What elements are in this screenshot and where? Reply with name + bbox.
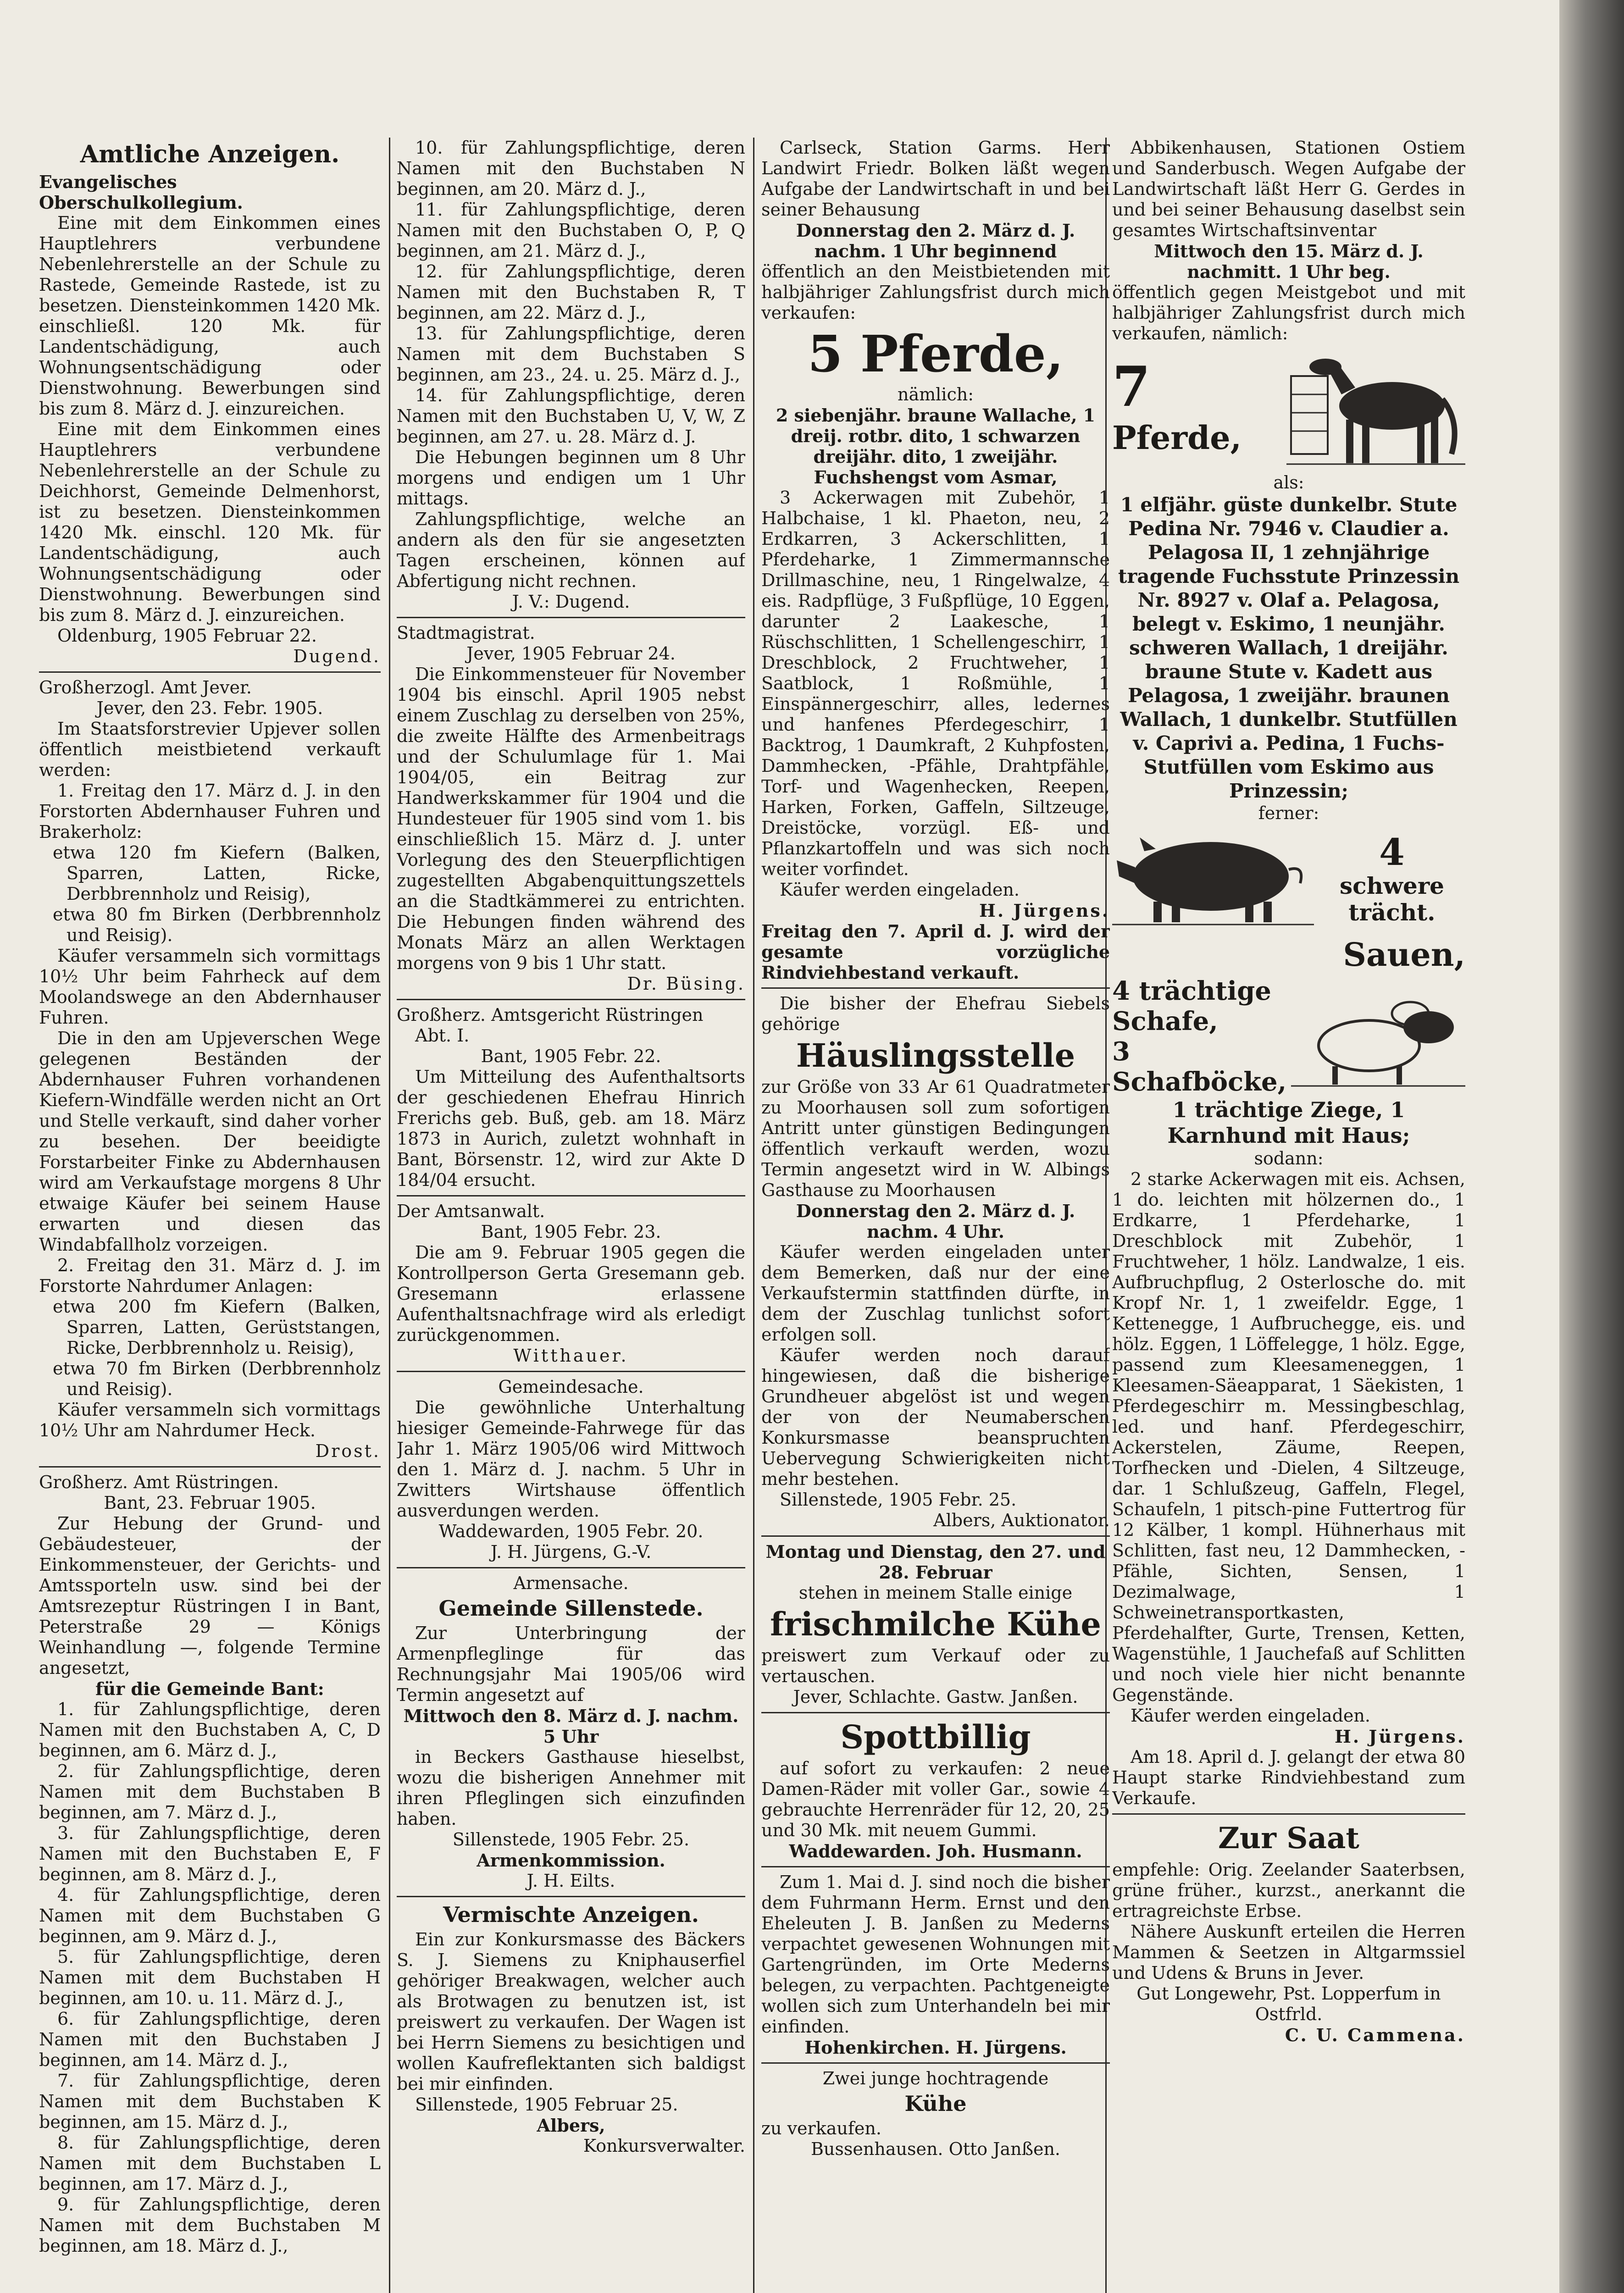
notice-date: Jever, 1905 Februar 24. — [466, 643, 676, 664]
notice-text: Die in den am Upjeverschen Wege gelegenen Beständen der Abdernhauser Fuhren vorhandenen Kiefern-Windfälle werden nicht an Ort und Stelle verkauft, sind daher vorher zu besehen. Der beeidigte Forstarbeiter Finke zu Abdernhausen wird am Verkaufstage morgens 8 Uhr etwaige Käufer bei seinem Hause erwarten und diesen das Windabfallholz vorzeigen. — [39, 1028, 381, 1255]
ad-text: Gut Longewehr, Pst. Lopperfum in Ostfrld. — [1136, 1983, 1441, 2024]
ad-signature: Hohenkirchen. H. Jürgens. — [804, 2037, 1067, 2058]
ad-text: zu verkaufen. — [761, 2118, 881, 2138]
divider — [397, 1371, 745, 1372]
ad-headline: Häuslingsstelle — [796, 1036, 1075, 1074]
notice-title: Der Amtsanwalt. — [397, 1201, 545, 1221]
notice-signature: J. V.: Dugend. — [512, 592, 630, 612]
ad-signature: Jever, Schlachte. Gastw. Janßen. — [793, 1687, 1078, 1707]
ad-text: Abbikenhausen, Stationen Ostiem und Sanderbusch. Wegen Aufgabe der Landwirtschaft läßt Herr G. Gerdes in und bei seiner Behausung daselbst sein gesamtes Wirtschaftsinventar — [1112, 138, 1465, 240]
notice-subheading: Abt. I. — [415, 1025, 470, 1046]
ad-signature: Waddewarden. Joh. Husmann. — [789, 1841, 1082, 1861]
list-item: 1. für Zahlungspflichtige, deren Namen mit den Buchstaben A, C, D beginnen, am 6. März d. J., — [39, 1699, 381, 1761]
divider — [761, 2062, 1110, 2064]
notice-text: Die am 9. Februar 1905 gegen die Kontrollperson Gerta Gresemann geb. Gresemann erlassene Aufenthaltsnachfrage wird als erledigt zurückgenommen. — [397, 1242, 745, 1345]
ad-text: stehen in meinem Stalle einige — [798, 1583, 1073, 1603]
notice-text: Ein zur Konkursmasse des Bäckers S. J. Siemens zu Kniphauserfiel gehöriger Breakwagen, welcher auch als Brotwagen zu benutzen ist, ist preiswert zu verkaufen. Der Wagen ist bei Herrn Siemens zu besichtigen und wollen Kaufreflektanten sich baldigst bei mir einfinden. — [397, 1929, 745, 2094]
sow-count: 4 — [1379, 831, 1405, 874]
ad-text: Am 18. April d. J. gelangt der etwa 80 Haupt starke Rindviehbestand zum Verkaufe. — [1112, 1747, 1465, 1808]
ad-date: Sillenstede, 1905 Febr. 25. — [780, 1490, 1017, 1510]
ad-when: Montag und Dienstag, den 27. und 28. Februar — [765, 1541, 1106, 1583]
notice-text: etwa 70 fm Birken (Derbbrennholz und Reisig). — [53, 1358, 381, 1399]
list-item: 5. für Zahlungspflichtige, deren Namen mit dem Buchstaben H beginnen, am 10. u. 11. März d. J., — [39, 1947, 381, 2008]
ad-text: schwere trächt. — [1340, 872, 1444, 926]
notice-text: Die gewöhnliche Unterhaltung hiesiger Gemeinde-Fahrwege für das Jahr 1. März 1905/06 wird Mittwoch den 1. März d. J. nachm. 5 Uhr in Zwitters Wirtshause öffentlich ausverdungen werden. — [397, 1397, 745, 1521]
ad-headline: Kühe — [904, 2091, 967, 2116]
column-2 — [397, 138, 745, 2293]
notice-text: etwa 80 fm Birken (Derbbrennholz und Reisig). — [53, 904, 381, 945]
ad-text: Käufer werden eingeladen unter dem Bemerken, daß nur der eine Verkaufstermin stattfinden dürfte, in dem der Zuschlag tunlichst sofort erfolgen soll. — [761, 1242, 1110, 1345]
notice-text: Zahlungspflichtige, welche an andern als den für sie angesetzten Tagen erscheinen, können auf Abfertigung nicht rechnen. — [397, 509, 745, 591]
ad-text: nämlich: — [897, 384, 974, 404]
notice-signature: Dr. Büsing. — [627, 974, 745, 994]
notice-text: etwa 120 fm Kiefern (Balken, Sparren, Latten, Ricke, Derbbrennholz und Reisig), — [53, 842, 381, 904]
notice-text: Käufer versammeln sich vormittags 10½ Uhr beim Fahrheck auf dem Moolandswege an den Abdernhauser Fuhren. — [39, 946, 381, 1028]
ad-when: Donnerstag den 2. März d. J. nachm. 1 Uhr beginnend — [796, 220, 1075, 261]
list-item: 13. für Zahlungspflichtige, deren Namen mit dem Buchstaben S beginnen, am 23., 24. u. 25. März d. J., — [397, 323, 745, 385]
ad-signature: C. U. Cammena. — [1285, 2025, 1465, 2045]
list-item: 14. für Zahlungspflichtige, deren Namen mit den Buchstaben U, V, W, Z beginnen, am 27. u. 28. März d. J. — [397, 385, 745, 447]
ad-text: preiswert zum Verkauf oder zu vertauschen. — [761, 1645, 1110, 1686]
horse-ad-row — [1112, 344, 1465, 472]
list-item: 4. für Zahlungspflichtige, deren Namen mit dem Buchstaben G beginnen, am 9. März d. J., — [39, 1885, 381, 1946]
divider — [761, 1535, 1110, 1537]
list-item: 11. für Zahlungspflichtige, deren Namen mit den Buchstaben O, P, Q beginnen, am 21. März d. J., — [397, 199, 745, 261]
notice-date: Bant, 23. Februar 1905. — [104, 1493, 316, 1513]
notice-signature: Dugend. — [293, 646, 381, 666]
notice-signature: J. H. Jürgens, G.-V. — [490, 1542, 652, 1562]
ad-when: Mittwoch den 15. März d. J. nachmitt. 1 Uhr beg. — [1154, 241, 1424, 282]
ad-when: Donnerstag den 2. März d. J. nachm. 4 Uhr. — [796, 1201, 1075, 1242]
notice-when: Mittwoch den 8. März d. J. nachm. 5 Uhr — [403, 1706, 739, 1747]
ad-text: zur Größe von 33 Ar 61 Quadratmeter zu Moorhausen soll zum sofortigen Antritt unter günstigen Bedingungen öffentlich verkauft werden, wozu Termin angesetzt wird in W. Albings Gasthause zu Moorhausen — [761, 1077, 1110, 1200]
ad-signature: H. Jürgens. — [979, 900, 1110, 921]
column-rule — [753, 138, 754, 2293]
divider — [397, 1195, 745, 1196]
ad-text: 2 starke Ackerwagen mit eis. Achsen, 1 do. leichten mit hölzernen do., 1 Erdkarre, 1 Pferdeharke, 1 Dreschblock mit Zubehör, 1 Fruchtweher, 1 hölz. Landwalze, 1 eis. Aufbruchpflug, 2 Osterlosche do. mit Kropf Nr. 1, 1 zweifeldr. Egge, 1 Kettenegge, 1 Aufbruchegge, eis. und hölz. Eggen, 1 Löffelegge, 1 hölz. Egge, passend zum Kleesameneggen, 1 Kleesamen-Säeapparat, 1 Säekisten, 1 Pferdegeschirr m. Messingbeschlag, led. und hanf. Pferdegeschirr, Ackerstelen, Zäume, Reepen, Torfhecken und -Dielen, 4 Siltzeuge, dar. 1 Schlußzeug, Gaffeln, Flegel, Schaufeln, 1 pitsch-pine Futtertrog für 12 Kälber, 1 kompl. Hühnerhaus mit Schlitten, fast neu, 12 Dammhecken, -Pfähle, Sichten, Sensen, 1 Dezimalwage, 1 Schweinetransportkasten, Pferdehalfter, Gurte, Trensen, Ketten, Wagenstühle, 1 Jauchefaß auf Schlitten und noch viele hier nicht benannte Gegenstände. — [1112, 1169, 1465, 1705]
divider — [397, 999, 745, 1000]
ad-text: Zwei junge hochtragende — [822, 2068, 1049, 2088]
divider — [397, 1896, 745, 1897]
ad-text: ferner: — [1258, 803, 1319, 823]
notice-date: Sillenstede, 1905 Februar 25. — [415, 2094, 678, 2115]
notice-text: etwa 200 fm Kiefern (Balken, Sparren, Latten, Gerüststangen, Ricke, Derbbrennholz u. Reisig), — [53, 1296, 381, 1358]
list-item: 3. für Zahlungspflichtige, deren Namen mit den Buchstaben E, F beginnen, am 8. März d. J., — [39, 1823, 381, 1884]
ad-text: Carlseck, Station Garms. Herr Landwirt Friedr. Bolken läßt wegen Aufgabe der Landwirtschaft in und bei seiner Behausung — [761, 138, 1110, 220]
notice-text: Um Mitteilung des Aufenthaltsorts der geschiedenen Ehefrau Hinrich Frerichs geb. Buß, geb. am 18. März 1873 in Aurich, zuletzt wohnhaft in Bant, Börsenstr. 12, wird zur Akte D 184/04 ersucht. — [397, 1067, 745, 1190]
ad-text: Käufer werden eingeladen. — [1131, 1706, 1370, 1726]
notice-date: Bant, 1905 Febr. 22. — [481, 1046, 661, 1066]
notice-text: Zur Hebung der Grund- und Gebäudesteuer, der Einkommensteuer, der Gerichts- und Amtssporteln usw. sind bei der Amtsrezeptur Rüstringen I in Bant, Peterstraße 29 — Königs Weinhandlung —, folgende Termine angesetzt, — [39, 1513, 381, 1678]
ad-text: 3 Schafböcke, — [1112, 1036, 1287, 1097]
notice-title: Großherz. Amtsgericht Rüstringen — [397, 1005, 704, 1025]
ad-text: sodann: — [1254, 1148, 1324, 1169]
ad-highlight: Freitag den 7. April d. J. wird der gesamte vorzügliche Rindviehbestand verkauft. — [761, 921, 1110, 983]
column-4 — [1112, 138, 1465, 2293]
payment-schedule-list — [397, 138, 745, 447]
horse-illustration-icon — [1286, 344, 1465, 472]
notice-text: Eine mit dem Einkommen eines Hauptlehrers verbundene Nebenlehrerstelle an der Schule zu Rastede, Gemeinde Rastede, ist zu besetzen. Diensteinkommen 1420 Mk. einschließl. 120 Mk. für Landentschädigung, auch Wohnungsentschädigung oder Dienstwohnung. Bewerbungen sind bis zum 8. März d. J. einzureichen. — [39, 213, 381, 419]
section-heading-amtliche: Amtliche Anzeigen. — [80, 140, 340, 168]
divider — [761, 1712, 1110, 1713]
list-item: 9. für Zahlungspflichtige, deren Namen mit dem Buchstaben M beginnen, am 18. März d. J., — [39, 2194, 381, 2256]
notice-text: in Beckers Gasthause hieselbst, wozu die bisherigen Annehmer mit ihren Pfleglingen sich einzufinden haben. — [397, 1747, 745, 1829]
ad-text: öffentlich gegen Meistgebot und mit halbjähriger Zahlungsfrist durch mich verkaufen, nämlich: — [1112, 282, 1465, 343]
divider — [761, 987, 1110, 989]
notice-text: Im Staatsforstrevier Upjever sollen öffentlich meistbietend verkauft werden: — [39, 719, 381, 780]
notice-date: Bant, 1905 Febr. 23. — [481, 1222, 661, 1242]
notice-title: Armensache. — [513, 1573, 629, 1593]
notice-title: Großherz. Amt Rüstringen. — [39, 1472, 279, 1492]
ad-text: empfehle: Orig. Zeelander Saaterbsen, grüne früher., kurzst., anerkannt die ertragreichste Erbse. — [1112, 1860, 1465, 1921]
divider — [397, 1567, 745, 1568]
ad-highlight: 1 elfjähr. güste dunkelbr. Stute Pedina Nr. 7946 v. Claudier a. Pelagosa II, 1 zehnjährige tragende Fuchsstute Prinzessin Nr. 8927 v. Olaf a. Pelagosa, belegt v. Eskimo, 1 neunjähr. schweren Wallach, 1 dreijähr. braune Stute v. Kadett aus Pelagosa, 1 zweijähr. braunen Wallach, 1 dunkelbr. Stutfüllen v. Caprivi a. Pedina, 1 Fuchs-Stutfüllen vom Eskimo aus Prinzessin; — [1118, 493, 1460, 802]
ad-headline-pferde: Pferde, — [1112, 419, 1242, 457]
notice-title: Evangelisches Oberschulkollegium. — [39, 172, 243, 213]
list-item: 10. für Zahlungspflichtige, deren Namen mit den Buchstaben N beginnen, am 20. März d. J., — [397, 138, 745, 199]
notice-text: Eine mit dem Einkommen eines Hauptlehrers verbundene Nebenlehrerstelle an der Schule zu Deichhorst, Gemeinde Delmenhorst, ist zu besetzen. Diensteinkommen 1420 Mk. einschl. 120 Mk. für Landentschädigung, auch Wohnungsentschädigung oder Dienstwohnung. Bewerbungen sind bis zum 8. März d. J. einzureichen. — [39, 419, 381, 625]
notice-title: Großherzogl. Amt Jever. — [39, 677, 252, 698]
ad-headline: frischmilche Kühe — [770, 1605, 1101, 1643]
ad-headline-pferde: 5 Pferde, — [807, 324, 1064, 383]
ad-headline: Gemeinde Sillenstede. — [438, 1596, 704, 1621]
list-item: 12. für Zahlungspflichtige, deren Namen mit den Buchstaben R, T beginnen, am 22. März d. J., — [397, 261, 745, 323]
ad-text: als: — [1273, 472, 1304, 493]
section-heading-vermischte: Vermischte Anzeigen. — [443, 1902, 699, 1927]
ad-highlight: 1 trächtige Ziege, 1 Karnhund mit Haus; — [1167, 1097, 1410, 1148]
ad-text: Nähere Auskunft erteilen die Herren Mammen & Seetzen in Altgarmssiel und Udens & Bruns in Jever. — [1112, 1922, 1465, 1983]
divider — [1112, 1813, 1465, 1815]
notice-signature: J. H. Eilts. — [527, 1871, 615, 1891]
notice-text: 2. Freitag den 31. März d. J. im Forstorte Nahrdumer Anlagen: — [39, 1255, 381, 1296]
ad-text: öffentlich an den Meistbietenden mit halbjähriger Zahlungsfrist durch mich verkaufen: — [761, 261, 1110, 323]
horse-count: 7 — [1112, 354, 1151, 419]
list-item: 2. für Zahlungspflichtige, deren Namen mit dem Buchstaben B beginnen, am 7. März d. J., — [39, 1761, 381, 1822]
notice-text: Käufer versammeln sich vormittags 10½ Uhr am Nahrdumer Heck. — [39, 1400, 381, 1440]
ad-signature: Albers, Auktionator. — [933, 1510, 1110, 1530]
divider — [761, 1866, 1110, 1867]
notice-signature: Konkursverwalter. — [583, 2136, 745, 2156]
notice-text: 1. Freitag den 17. März d. J. in den Forstorten Abdernhauser Fuhren und Brakerholz: — [39, 781, 381, 842]
sheep-ad-row — [1112, 976, 1465, 1097]
pig-ad-row — [1112, 824, 1465, 934]
ad-text: Käufer werden noch darauf hingewiesen, daß die bisherige Grundheuer abgelöst ist und wegen der von der Neumaberschen Konkursmasse beanspruchten Uebervegung Schwierigkeiten nicht mehr bestehen. — [761, 1345, 1110, 1489]
notice-org: Armenkommission. — [477, 1850, 665, 1871]
notice-date: Sillenstede, 1905 Febr. 25. — [452, 1829, 690, 1850]
page-binding-shadow — [1559, 0, 1624, 2293]
notice-text: Die Hebungen beginnen um 8 Uhr morgens und endigen um 1 Uhr mittags. — [397, 447, 745, 509]
ad-signature: H. Jürgens. — [1335, 1726, 1465, 1747]
sheep-illustration-icon — [1291, 981, 1465, 1091]
notice-title: Gemeindesache. — [498, 1377, 644, 1397]
ad-text: 4 trächtige Schafe, — [1112, 976, 1271, 1036]
notice-signature: Drost. — [315, 1441, 381, 1461]
divider — [39, 671, 381, 673]
ad-text: Die bisher der Ehefrau Siebels gehörige — [761, 993, 1110, 1034]
notice-date: Waddewarden, 1905 Febr. 20. — [438, 1521, 704, 1541]
notice-text: Zur Unterbringung der Armenpfleglinge für das Rechnungsjahr Mai 1905/06 wird Termin angesetzt auf — [397, 1623, 745, 1705]
ad-text: Zum 1. Mai d. J. sind noch die bisher dem Fuhrmann Herm. Ernst und den Eheleuten J. B. Janßen zu Mederns verpachtet gewesenen Wohnungen mit Gartengründen, im Orte Mederns belegen, zu verpachten. Pachtgeneigte wollen sich zum Unterhandeln bei mir einfinden. — [761, 1872, 1110, 2037]
list-item: 8. für Zahlungspflichtige, deren Namen mit dem Buchstaben L beginnen, am 17. März d. J., — [39, 2132, 381, 2194]
divider — [397, 617, 745, 618]
notice-date: Jever, den 23. Febr. 1905. — [96, 698, 323, 718]
pig-illustration-icon — [1112, 824, 1314, 934]
list-item: 6. für Zahlungspflichtige, deren Namen mit den Buchstaben J beginnen, am 14. März d. J., — [39, 2009, 381, 2070]
column-3 — [761, 138, 1110, 2293]
ad-text: auf sofort zu verkaufen: 2 neue Damen-Räder mit voller Gar., sowie 4 gebrauchte Herrenräder für 12, 20, 25 und 30 Mk. mit neuem Gummi. — [761, 1758, 1110, 1840]
ad-headline: Spottbillig — [840, 1718, 1031, 1756]
ad-headline-sauen: Sauen, — [1343, 936, 1465, 974]
list-item: 7. für Zahlungspflichtige, deren Namen mit dem Buchstaben K beginnen, am 15. März d. J., — [39, 2071, 381, 2132]
notice-text: Die Einkommensteuer für November 1904 bis einschl. April 1905 nebst einem Zuschlag zu derselben von 25%, die zweite Hälfte des Armenbeitrags und der Schulumlage für 1. Mai 1904/05, ein Beitrag zur Handwerkskammer für 1904 und die Hundesteuer für 1905 sind vom 1. bis einschließlich 15. März d. J. unter Vorlegung des den Steuerpflichtigen zugestellten Abgabenquittungszettels an die Stadtkämmerei zu entrichten. Die Hebungen finden während des Monats März an allen Werktagen morgens von 9 bis 1 Uhr statt. — [397, 664, 745, 973]
ad-headline: Zur Saat — [1218, 1821, 1359, 1855]
ad-text: Käufer werden eingeladen. — [780, 880, 1020, 900]
notice-signature: Albers, — [537, 2115, 605, 2136]
payment-schedule-list — [39, 1699, 381, 2256]
column-rule — [389, 138, 390, 2293]
column-1 — [39, 138, 381, 2293]
notice-signature: Witthauer. — [513, 1346, 629, 1366]
notice-subheading: für die Gemeinde Bant: — [95, 1678, 324, 1699]
divider — [39, 1466, 381, 1468]
ad-highlight: 2 siebenjähr. braune Wallache, 1 dreij. rotbr. dito, 1 schwarzen dreijähr. dito, 1 zweijähr. Fuchshengst vom Asmar, — [776, 405, 1096, 487]
ad-text: 3 Ackerwagen mit Zubehör, 1 Halbchaise, 1 kl. Phaeton, neu, 2 Erdkarren, 3 Ackerschlitten, 1 Pferdeharke, 1 Zimmermannsche Drillmaschine, neu, 1 Ringelwalze, 4 eis. Radpflüge, 3 Fußpflüge, 10 Eggen, darunter 2 Laakesche, 1 Rüschschlitten, 1 Schellengeschirr, 1 Dreschblock, 2 Fruchtweher, 1 Saatblock, 1 Roßmühle, 1 Einspännergeschirr, alles, ledernes und hanfenes Pferdegeschirr, 1 Backtrog, 1 Daumkraft, 2 Kuhpfosten, Dammhecken, -Pfähle, Drahtpfähle, Torf- und Wagenhecken, Reepen, Harken, Forken, Gaffeln, Siltzeuge, Dreistöcke, vorzügl. Eß- und Pflanzkartoffeln und was sich noch weiter vorfindet. — [761, 487, 1110, 879]
ad-signature: Bussenhausen. Otto Janßen. — [810, 2139, 1061, 2159]
notice-title: Stadtmagistrat. — [397, 623, 535, 643]
notice-date: Oldenburg, 1905 Februar 22. — [57, 626, 317, 646]
